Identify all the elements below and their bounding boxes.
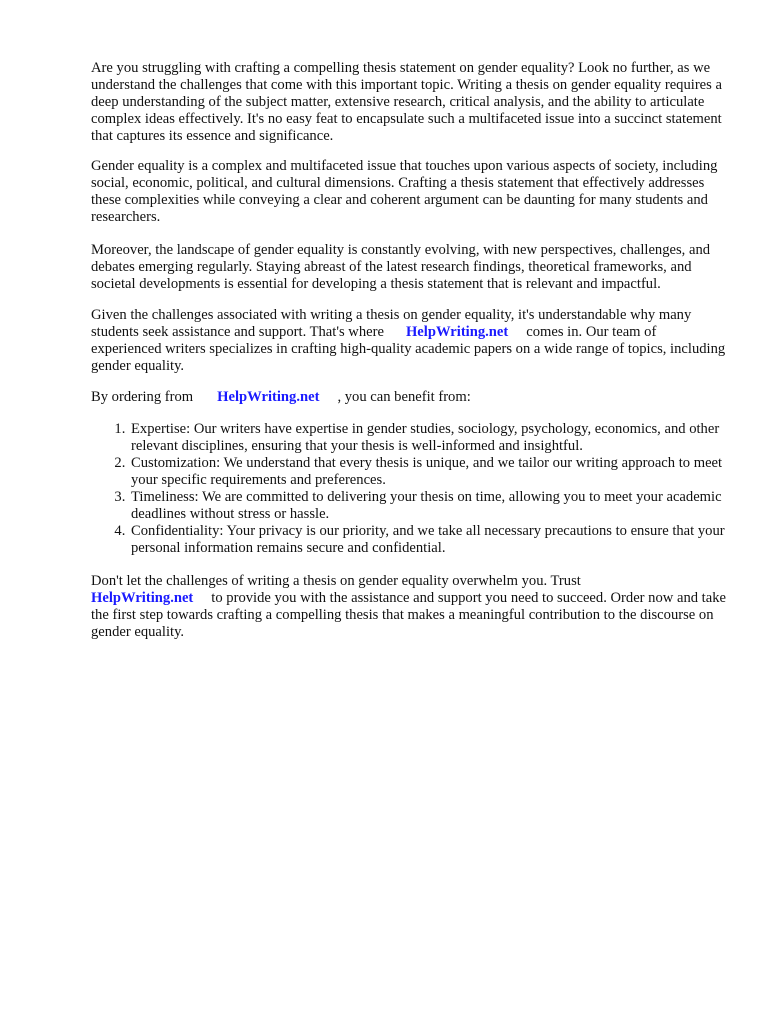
paragraph-assistance xyxy=(91,307,726,375)
list-item-customization: 2. Customization: We understand that every thesis is unique, and we tailor our writing approach to meet your specific requirements and preferences. xyxy=(129,455,739,489)
paragraph-ordering xyxy=(91,389,726,406)
list-item-expertise: 1. Expertise: Our writers have expertise in gender studies, sociology, psychology, economics, and other relevant disciplines, ensuring that your thesis is well-informed and insightful. xyxy=(129,421,739,455)
paragraph-assistance-text-end: comes in. Our team of experienced writers specializes in crafting high-quality academic papers on a wide range of topics, including gender equality. xyxy=(91,324,726,374)
helpwriting-link-2[interactable]: HelpWriting.net xyxy=(217,389,320,405)
paragraph-closing-text-end: to provide you with the assistance and support you need to succeed. Order now and take the first step towards crafting a compelling thesis that makes a meaningful contribution to the discourse on gender equality. xyxy=(91,590,726,640)
paragraph-complexity: Gender equality is a complex and multifaceted issue that touches upon various aspects of society, including social, economic, political, and cultural dimensions. Crafting a thesis statement that effectively addresses these complexities while conveying a clear and coherent argument can be daunting for many students and researchers. xyxy=(91,158,718,225)
paragraph-ordering-text-end: , you can benefit from: xyxy=(337,389,471,405)
paragraph-landscape: Moreover, the landscape of gender equality is constantly evolving, with new perspectives, challenges, and debates emerging regularly. Staying abreast of the latest research findings, theoretical frameworks, and societal developments is essential for developing a thesis statement that is relevant and impactful. xyxy=(91,242,711,292)
list-item-timeliness: 3. Timeliness: We are committed to delivering your thesis on time, allowing you to meet your academic deadlines without stress or hassle. xyxy=(129,489,739,523)
paragraph-closing xyxy=(91,573,726,641)
paragraph-ordering-text-start: By ordering from xyxy=(91,389,194,405)
paragraph-assistance-text-start: Given the challenges associated with writing a thesis on gender equality, it's understandable why many students seek assistance and support. That's where xyxy=(91,307,692,340)
helpwriting-link-1[interactable]: HelpWriting.net xyxy=(405,324,509,340)
paragraph-closing-text-start: Don't let the challenges of writing a thesis on gender equality overwhelm you. Trust xyxy=(91,573,581,589)
benefits-list xyxy=(91,421,739,557)
list-item-confidentiality: 4. Confidentiality: Your privacy is our priority, and we take all necessary precautions to ensure that your personal information remains secure and confidential. xyxy=(129,523,739,557)
paragraph-intro: Are you struggling with crafting a compelling thesis statement on gender equality? Look no further, as we understand the challenges that come with this important topic. Writing a thesis on gender equality requires a deep understanding of the subject matter, extensive research, critical analysis, and the ability to articulate complex ideas effectively. It's no easy feat to encapsulate such a multifaceted issue into a succinct statement that captures its essence and significance. xyxy=(91,60,722,144)
helpwriting-link-3[interactable]: HelpWriting.net xyxy=(91,590,194,606)
